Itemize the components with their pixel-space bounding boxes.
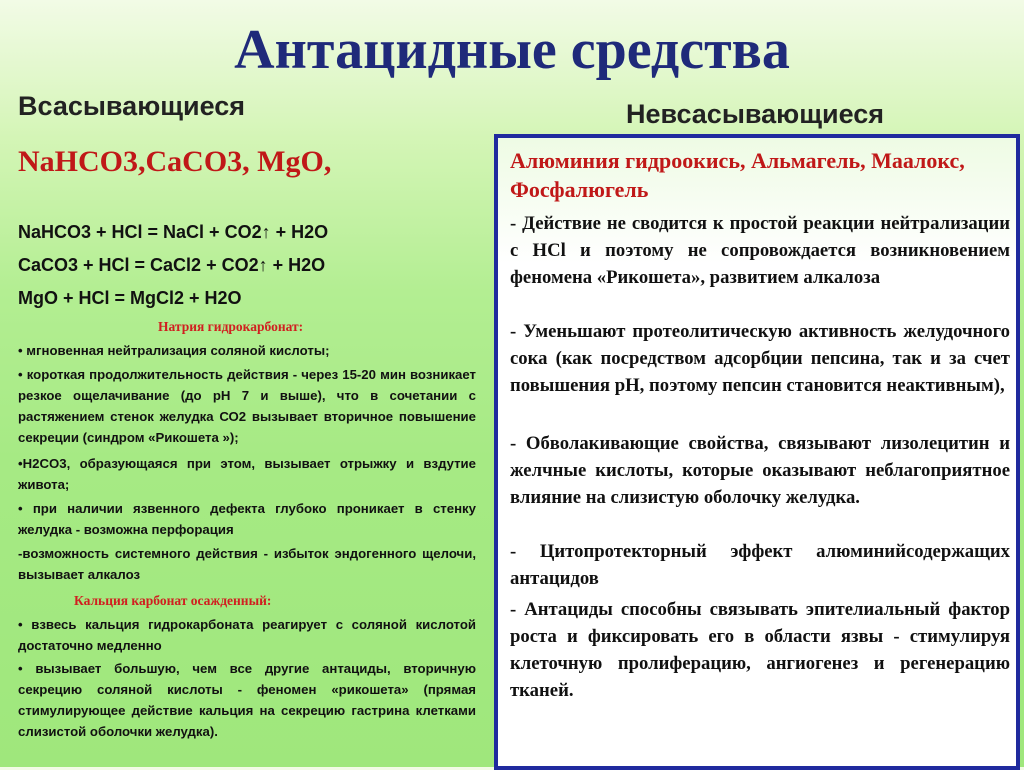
box-title: Алюминия гидроокись, Альмагель, Маалокс, Фосфалюгель <box>510 148 965 202</box>
heading-nonabsorbable: Невсасывающиеся <box>626 99 885 129</box>
nonabsorbable-box <box>494 134 1020 770</box>
heading-absorbable: Всасывающиеся <box>18 91 246 121</box>
formula-list: NaHCO3,CaCO3, MgO, <box>18 145 332 178</box>
list-item: -возможность системного действия - избыток эндогенного щелочи, вызывает алкалоз <box>18 546 476 582</box>
list-item: - Обволакивающие свойства, связывают лизолецитин и желчные кислоты, которые оказывают неблагоприятное влияние на слизистую оболочку желудка. <box>510 433 1010 508</box>
list-item: - Антациды способны связывать эпителиальный фактор роста и фиксировать его в области язвы - стимулируя клеточную пролиферацию, ангиогенез и регенерацию тканей. <box>510 599 1010 701</box>
section-title-sodium-bicarbonate: Натрия гидрокарбонат: <box>158 319 304 334</box>
list-item: - Цитопротекторный эффект алюминийсодержащих антацидов <box>510 541 1010 589</box>
equation-mgo: MgO + HCl = MgCl2 + H2O <box>18 288 242 308</box>
equation-caco3: CaCO3 + HCl = CaCl2 + CO2↑ + H2O <box>18 255 326 275</box>
section-title-calcium-carbonate: Кальция карбонат осажденный: <box>74 593 272 608</box>
page-title: Антацидные средства <box>234 19 790 81</box>
list-item: • при наличии язвенного дефекта глубоко проникает в стенку желудка - возможна перфорация <box>18 501 476 537</box>
equation-nahco3: NaHCO3 + HCl = NaCl + CO2↑ + H2O <box>18 222 329 242</box>
list-item: • мгновенная нейтрализация соляной кислоты; <box>18 343 330 358</box>
list-item: - Уменьшают протеолитическую активность желудочного сока (как посредством адсорбции пепсина, так и за счет повышения pH, поэтому пепсин становится неактивным), <box>510 321 1010 396</box>
list-item: • короткая продолжительность действия - через 15-20 мин возникает резкое ощелачивание (до pH 7 и выше), что в сочетании с растяжением стенок желудка СО2 вызывает вторичное повышение секреции (синдром «Рикошета »); <box>18 367 476 445</box>
list-item: • взвесь кальция гидрокарбоната реагирует с соляной кислотой достаточно медленно <box>18 617 476 653</box>
list-item: •H2CO3, образующаяся при этом, вызывает отрыжку и вздутие живота; <box>18 456 476 492</box>
list-item: - Действие не сводится к простой реакции нейтрализации с HCl и поэтому не сопровождается возникновением феномена «Рикошета», развитием алкалоза <box>510 213 1010 288</box>
list-item: • вызывает большую, чем все другие антациды, вторичную секрецию соляной кислоты - феномен «рикошета» (прямая стимулирующее действие кальция на секрецию гастрина клетками слизистой оболочки желудка). <box>18 661 476 739</box>
